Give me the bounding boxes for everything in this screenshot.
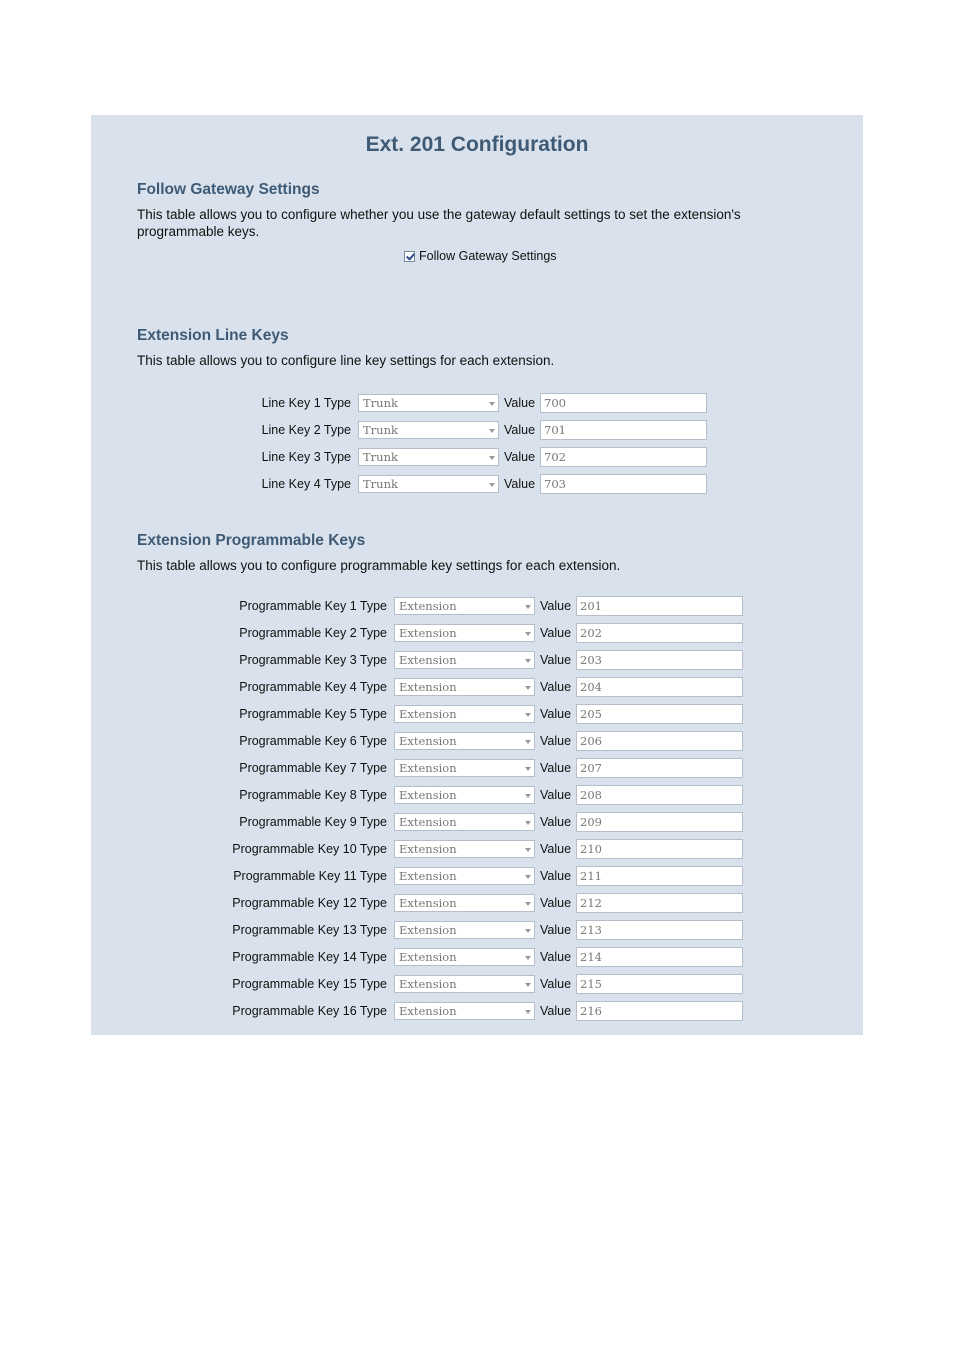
table-row (211, 703, 743, 725)
key-value-input[interactable]: 209 (576, 812, 743, 832)
key-type-select[interactable] (358, 475, 499, 493)
table-row (211, 730, 743, 752)
key-type-select[interactable] (394, 1002, 535, 1020)
line-keys-title: Extension Line Keys (137, 327, 289, 344)
value-label: Value (540, 815, 572, 829)
key-type-label: Programmable Key 8 Type (239, 788, 387, 802)
value-label: Value (504, 423, 536, 437)
key-type-selected-value: Extension (399, 680, 457, 694)
key-type-selected-value: Extension (399, 734, 457, 748)
chevron-down-icon (525, 821, 531, 825)
table-row (211, 838, 743, 860)
key-type-label: Programmable Key 1 Type (239, 599, 387, 613)
key-type-selected-value: Extension (399, 653, 457, 667)
chevron-down-icon (525, 632, 531, 636)
key-type-label: Programmable Key 9 Type (239, 815, 387, 829)
follow-gateway-title: Follow Gateway Settings (137, 181, 320, 198)
key-type-select[interactable] (394, 975, 535, 993)
key-type-selected-value: Extension (399, 599, 457, 613)
value-label: Value (540, 896, 572, 910)
key-type-label: Programmable Key 10 Type (232, 842, 387, 856)
key-type-label: Programmable Key 7 Type (239, 761, 387, 775)
key-type-select[interactable] (394, 678, 535, 696)
key-type-label: Line Key 4 Type (261, 477, 351, 491)
key-type-label: Line Key 1 Type (261, 396, 351, 410)
table-row (211, 1000, 743, 1022)
key-type-label: Programmable Key 6 Type (239, 734, 387, 748)
table-row (241, 473, 707, 495)
key-type-selected-value: Extension (399, 1004, 457, 1018)
key-value-input[interactable]: 211 (576, 866, 743, 886)
table-row (211, 622, 743, 644)
value-label: Value (540, 1004, 572, 1018)
value-label: Value (540, 626, 572, 640)
key-value-input[interactable]: 202 (576, 623, 743, 643)
key-type-selected-value: Trunk (363, 423, 398, 437)
chevron-down-icon (489, 429, 495, 433)
chevron-down-icon (525, 659, 531, 663)
follow-gateway-checkbox[interactable] (404, 251, 415, 262)
key-value-input[interactable]: 206 (576, 731, 743, 751)
chevron-down-icon (525, 929, 531, 933)
key-type-select[interactable] (394, 624, 535, 642)
table-row (211, 676, 743, 698)
table-row (211, 946, 743, 968)
value-label: Value (540, 707, 572, 721)
value-label: Value (540, 734, 572, 748)
table-row (211, 973, 743, 995)
table-row (211, 919, 743, 941)
table-row (211, 811, 743, 833)
table-row (211, 757, 743, 779)
key-type-selected-value: Extension (399, 788, 457, 802)
follow-gateway-checkbox-label: Follow Gateway Settings (419, 249, 557, 263)
key-type-select[interactable] (358, 394, 499, 412)
value-label: Value (540, 869, 572, 883)
key-value-input[interactable]: 702 (540, 447, 707, 467)
key-type-selected-value: Trunk (363, 450, 398, 464)
chevron-down-icon (525, 875, 531, 879)
value-label: Value (540, 599, 572, 613)
key-type-selected-value: Extension (399, 707, 457, 721)
table-row (211, 892, 743, 914)
key-type-label: Line Key 3 Type (261, 450, 351, 464)
chevron-down-icon (489, 402, 495, 406)
line-keys-description: This table allows you to configure line key settings for each extension. (137, 353, 555, 368)
key-type-selected-value: Extension (399, 923, 457, 937)
key-type-selected-value: Extension (399, 626, 457, 640)
value-label: Value (504, 396, 536, 410)
key-type-select[interactable] (394, 840, 535, 858)
key-type-select[interactable] (394, 651, 535, 669)
key-value-input[interactable]: 204 (576, 677, 743, 697)
value-label: Value (504, 477, 536, 491)
key-value-input[interactable]: 215 (576, 974, 743, 994)
key-type-label: Programmable Key 5 Type (239, 707, 387, 721)
key-type-select[interactable] (394, 732, 535, 750)
key-type-label: Programmable Key 14 Type (232, 950, 387, 964)
key-type-selected-value: Extension (399, 896, 457, 910)
value-label: Value (540, 977, 572, 991)
value-label: Value (540, 923, 572, 937)
key-type-select[interactable] (394, 948, 535, 966)
key-type-label: Line Key 2 Type (261, 423, 351, 437)
key-type-label: Programmable Key 13 Type (232, 923, 387, 937)
value-label: Value (540, 788, 572, 802)
table-row (211, 649, 743, 671)
key-value-input[interactable]: 207 (576, 758, 743, 778)
table-row (241, 419, 707, 441)
configuration-panel (91, 115, 863, 1035)
key-type-select[interactable] (394, 597, 535, 615)
key-type-selected-value: Extension (399, 977, 457, 991)
key-type-select[interactable] (394, 894, 535, 912)
value-label: Value (540, 950, 572, 964)
table-row (241, 446, 707, 468)
value-label: Value (540, 761, 572, 775)
page-title: Ext. 201 Configuration (365, 133, 589, 156)
table-row (211, 595, 743, 617)
key-type-select[interactable] (358, 421, 499, 439)
value-label: Value (504, 450, 536, 464)
key-type-label: Programmable Key 3 Type (239, 653, 387, 667)
key-type-selected-value: Extension (399, 950, 457, 964)
chevron-down-icon (489, 456, 495, 460)
key-type-select[interactable] (394, 786, 535, 804)
key-value-input[interactable]: 703 (540, 474, 707, 494)
key-type-selected-value: Extension (399, 761, 457, 775)
chevron-down-icon (525, 848, 531, 852)
key-type-selected-value: Extension (399, 869, 457, 883)
chevron-down-icon (525, 767, 531, 771)
key-type-selected-value: Extension (399, 815, 457, 829)
key-type-select[interactable] (394, 867, 535, 885)
key-type-label: Programmable Key 11 Type (233, 869, 387, 883)
key-type-selected-value: Extension (399, 842, 457, 856)
key-type-selected-value: Trunk (363, 396, 398, 410)
value-label: Value (540, 680, 572, 694)
key-type-label: Programmable Key 12 Type (232, 896, 387, 910)
chevron-down-icon (525, 956, 531, 960)
key-type-label: Programmable Key 2 Type (239, 626, 387, 640)
key-value-input[interactable]: 216 (576, 1001, 743, 1021)
key-value-input[interactable]: 203 (576, 650, 743, 670)
value-label: Value (540, 842, 572, 856)
key-type-select[interactable] (394, 759, 535, 777)
key-type-label: Programmable Key 16 Type (232, 1004, 387, 1018)
key-value-input[interactable]: 201 (576, 596, 743, 616)
key-type-select[interactable] (394, 813, 535, 831)
chevron-down-icon (525, 794, 531, 798)
chevron-down-icon (525, 605, 531, 609)
chevron-down-icon (525, 686, 531, 690)
key-type-label: Programmable Key 15 Type (232, 977, 387, 991)
chevron-down-icon (525, 983, 531, 987)
follow-gateway-checkbox-row[interactable] (404, 249, 557, 263)
key-type-selected-value: Trunk (363, 477, 398, 491)
follow-gateway-description: This table allows you to configure whether you use the gateway default settings to set the extension's programmable keys. (137, 207, 741, 239)
chevron-down-icon (525, 902, 531, 906)
value-label: Value (540, 653, 572, 667)
key-value-input[interactable]: 210 (576, 839, 743, 859)
chevron-down-icon (489, 483, 495, 487)
key-type-select[interactable] (358, 448, 499, 466)
programmable-keys-description: This table allows you to configure programmable key settings for each extension. (137, 558, 621, 573)
table-row (211, 784, 743, 806)
key-value-input[interactable]: 212 (576, 893, 743, 913)
key-value-input[interactable]: 213 (576, 920, 743, 940)
table-row (211, 865, 743, 887)
key-type-label: Programmable Key 4 Type (239, 680, 387, 694)
chevron-down-icon (525, 713, 531, 717)
table-row (241, 392, 707, 414)
key-type-select[interactable] (394, 921, 535, 939)
key-value-input[interactable]: 701 (540, 420, 707, 440)
chevron-down-icon (525, 740, 531, 744)
chevron-down-icon (525, 1010, 531, 1014)
key-value-input[interactable]: 208 (576, 785, 743, 805)
key-type-select[interactable] (394, 705, 535, 723)
key-value-input[interactable]: 700 (540, 393, 707, 413)
key-value-input[interactable]: 214 (576, 947, 743, 967)
key-value-input[interactable]: 205 (576, 704, 743, 724)
programmable-keys-title: Extension Programmable Keys (137, 532, 366, 549)
